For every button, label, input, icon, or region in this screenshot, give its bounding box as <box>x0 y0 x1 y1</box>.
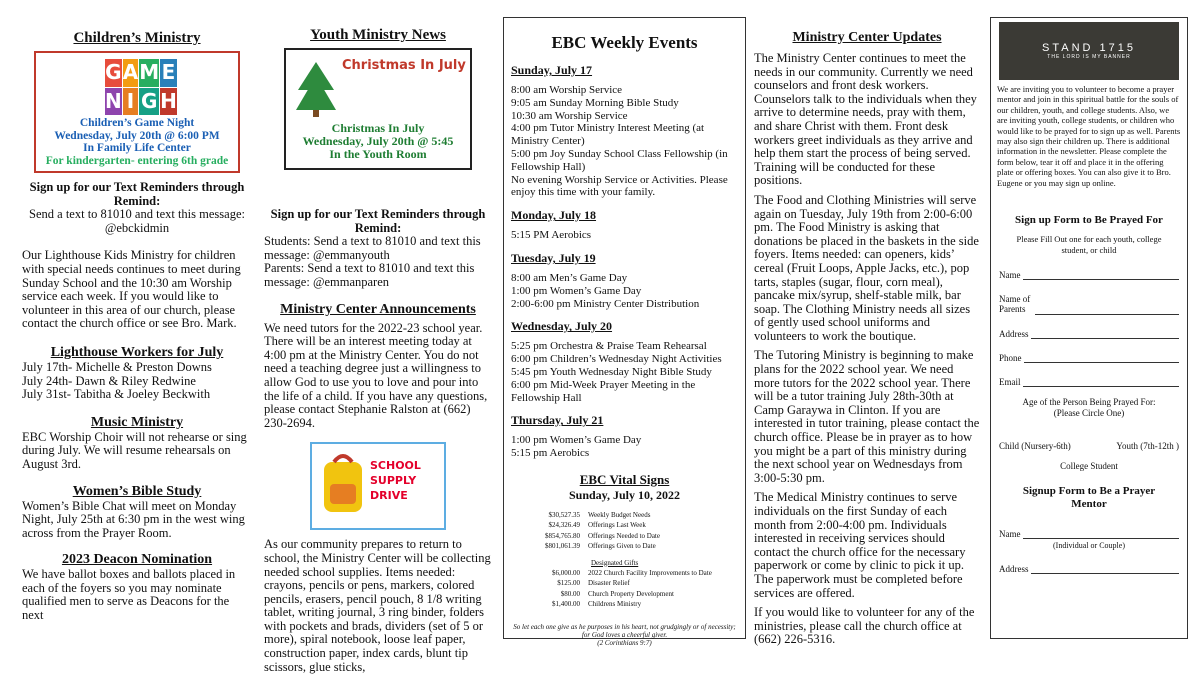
vital-table <box>525 509 665 553</box>
event-item: No evening Worship Service or Activities. Please enjoy this time with your family. <box>511 173 728 199</box>
vital-amount: $30,527.35 <box>548 510 580 519</box>
vital-label: Weekly Budget Needs <box>588 510 651 519</box>
youth-signup-parents: Parents: Send a text to 81010 and text this message: @emmanparen <box>264 261 475 289</box>
mc-para: The Tutoring Ministry is beginning to make plans for the 2022 school year. We need more tutors for the 2022 school year. There will be a tutor training July 28th-30th at Camp Garaywa in Clinton. If you are interested in tutor training, please contact the church office. Please be in prayer as to how you might be a part of this ministry during the next school year on Wednesdays from 3:00-5:30 pm. <box>754 348 980 485</box>
supply-logo-text: SCHOOL SUPPLY DRIVE <box>370 459 421 503</box>
event-item: 1:00 pm Women’s Game Day <box>511 284 642 297</box>
field-label: Name <box>999 270 1021 281</box>
vital-title: EBC Vital Signs <box>579 471 670 487</box>
mentor-field-name[interactable] <box>999 529 1179 539</box>
vital-row <box>527 542 663 550</box>
youth-signup-title: Sign up for our Text Reminders through Remind: <box>270 207 486 235</box>
mc-para: The Ministry Center continues to meet the needs in our community. Currently we need counselors and front desk workers. Counselors talk to the individuals when they arrive to determine needs, pray with them, and share Christ with them. Front desk workers greet individuals as they arrive and help them start the process of being served. Training will be conducted for these positions. <box>754 51 977 188</box>
game-night-line: For kindergarten- entering 6th grade <box>45 154 229 167</box>
logo-letter: A <box>123 59 138 87</box>
vital-row <box>527 511 663 519</box>
women-title: Women’s Bible Study <box>72 483 202 499</box>
youth-signup-students: Students: Send a text to 81010 and text this message: @emmanyouth <box>264 234 481 262</box>
event-item: 1:00 pm Women’s Game Day <box>511 434 642 447</box>
signup-text: Send a text to 81010 and text this message: @ebckidmin <box>29 207 245 235</box>
field-label: Name of Parents <box>999 294 1031 315</box>
vital-row <box>527 590 715 598</box>
worker-line: July 17th- Michelle & Preston Downs <box>22 359 212 374</box>
field-label: Address <box>999 329 1029 340</box>
stand-1715-logo <box>999 22 1179 80</box>
vital-label: Offerings Needed to Date <box>588 531 660 540</box>
backpack-icon <box>318 454 368 516</box>
form1-title: Sign up Form to Be Prayed For <box>1015 214 1163 227</box>
event-item: 10:30 am Worship Service <box>511 109 628 122</box>
vital-row <box>527 532 663 540</box>
youth-title: Youth Ministry News <box>310 27 446 43</box>
vital-row <box>527 521 663 529</box>
game-night-logo <box>105 59 177 115</box>
logo-main: STAND 1715 <box>1042 42 1136 54</box>
music-title: Music Ministry <box>90 414 184 430</box>
designated-label: Designated Gifts <box>591 558 639 567</box>
event-day-heading: Wednesday, July 20 <box>511 319 613 334</box>
vital-amount: $801,061.39 <box>545 542 580 551</box>
column-childrens-ministry <box>22 0 252 628</box>
worker-line: July 24th- Dawn & Riley Redwine <box>22 373 196 388</box>
vital-label: Offerings Last Week <box>588 521 646 530</box>
field-parents[interactable] <box>999 294 1179 315</box>
age-options <box>999 441 1179 451</box>
field-email[interactable] <box>999 377 1179 387</box>
event-item: 5:15 pm Aerobics <box>511 447 590 460</box>
vital-amount: $80.00 <box>560 589 580 598</box>
ministry-center-title: Ministry Center Updates <box>792 30 942 45</box>
vital-amount: $24,326.49 <box>548 521 580 530</box>
event-item: 8:00 am Men’s Game Day <box>511 271 628 284</box>
vital-label: Childrens Ministry <box>588 600 642 609</box>
workers-title: Lighthouse Workers for July <box>50 344 224 360</box>
age-option-college[interactable]: College Student <box>1060 461 1118 472</box>
cij-line: In the Youth Room <box>329 147 427 161</box>
event-item: 2:00-6:00 pm Ministry Center Distribution <box>511 297 700 310</box>
supply-text: As our community prepares to return to school, the Ministry Center will be collecting needed school supplies. Items needed: crayons, pencils or pens, markers, colored pencils, erasers, pencil pouch, 8 1/8 writing tablet, writing journal, 3 ring binder, folders with pockets and brads, dividers (set of 5 or more), spiral notebook, loose leaf paper, construction paper, index cards, blunt tip scissors, glue sticks, <box>264 537 491 674</box>
signup-title: Sign up for our Text Reminders through Remind: <box>29 180 245 208</box>
field-label: Phone <box>999 353 1022 364</box>
logo-letter: I <box>123 88 138 116</box>
event-item: 5:15 PM Aerobics <box>511 229 592 242</box>
cij-line: Christmas In July <box>331 121 425 135</box>
prayer-intro: We are inviting you to volunteer to become a prayer mentor and join in this spiritual battle for the souls of our children, youth, and college students. Also, we are inviting youth, college students, or children who would like to be prayed for to sign up as well. Parents may also sign their children up. There is additional information in the newsletter. Please complete the form below, tear it off and place it in the offering plate or offering boxes. You can also give it to Bro. Eugene or you may sign up online. <box>997 84 1181 188</box>
age-label: Age of the Person Being Prayed For: (Please Circle One) <box>1022 397 1156 419</box>
vital-row <box>527 579 715 587</box>
christmas-tree-icon <box>296 60 336 118</box>
logo-letter: E <box>160 59 177 87</box>
form1-fields <box>999 270 1179 387</box>
vital-label: 2022 Church Facility Improvements to Date <box>588 568 712 577</box>
mc-para: The Medical Ministry continues to serve individuals on the first Sunday of each month from 2:00-4:00 pm. Individuals interested in receiving services should contact the church office for the necessary paperwork or come by clinic to pick it up. The paperwork must be completed before services are offered. <box>754 490 966 600</box>
designated-table <box>525 567 717 611</box>
event-item: 6:00 pm Children’s Wednesday Night Activities <box>511 353 722 366</box>
field-address[interactable] <box>999 329 1179 339</box>
vital-amount: $854,765.80 <box>545 531 580 540</box>
cij-line: Wednesday, July 20th @ 5:45 <box>302 134 454 148</box>
age-option-child[interactable]: Child (Nursery-6th) <box>999 441 1071 452</box>
vital-amount: $6,000.00 <box>552 568 580 577</box>
column-prayer-signup <box>990 17 1188 639</box>
weekly-events-title: EBC Weekly Events <box>551 33 698 52</box>
event-item: 4:00 pm Tutor Ministry Interest Meeting (at Ministry Center) <box>511 122 705 148</box>
game-night-flyer <box>34 51 240 173</box>
event-day-heading: Monday, July 18 <box>511 208 597 223</box>
event-item: 9:05 am Sunday Morning Bible Study <box>511 96 679 109</box>
mc-para: If you would like to volunteer for any of the ministries, please call the church office at (662) 226-5316. <box>754 605 975 647</box>
event-item: 5:25 pm Orchestra & Praise Team Rehearsal <box>511 340 707 353</box>
game-night-line: Wednesday, July 20th @ 6:00 PM <box>54 129 220 142</box>
vital-row <box>527 600 715 608</box>
game-night-line: In Family Life Center <box>83 142 191 154</box>
field-label: Email <box>999 377 1021 388</box>
verse-ref: (2 Corinthians 9:7) <box>597 639 652 648</box>
event-item: 6:00 pm Mid-Week Prayer Meeting in the Fellowship Hall <box>511 378 696 404</box>
announce-text: We need tutors for the 2022-23 school year. There will be an interest meeting today at 4:00 pm at the Ministry Center. You do not need a teaching degree just a willingness to allow God to use you to love and pour into the life of a child. If you have any questions, please contact Stephanie Ralston at (662) 230-2694. <box>264 320 488 430</box>
column-youth-ministry <box>264 0 492 674</box>
mentor-field-address[interactable] <box>999 564 1179 574</box>
form1-sub: Please Fill Out one for each youth, college student, or child <box>1016 234 1162 256</box>
event-item: 5:00 pm Joy Sunday School Class Fellowship (in Fellowship Hall) <box>511 147 728 173</box>
logo-letter: N <box>105 88 122 116</box>
deacon-title: 2023 Deacon Nomination <box>61 552 213 568</box>
column-weekly-events <box>503 17 746 648</box>
field-phone[interactable] <box>999 353 1179 363</box>
event-item: 5:45 pm Youth Wednesday Night Bible Study <box>511 365 712 378</box>
age-option-youth[interactable]: Youth (7th-12th ) <box>1116 441 1179 452</box>
worker-line: July 31st- Tabitha & Joeley Beckwith <box>22 387 211 402</box>
vital-label: Church Property Development <box>588 589 674 598</box>
vital-label: Disaster Relief <box>588 579 630 588</box>
field-label: Address <box>999 564 1029 575</box>
form2-title: Signup Form to Be a Prayer Mentor <box>1022 485 1156 511</box>
logo-letter: G <box>139 88 159 116</box>
logo-sub: THE LORD IS MY BANNER <box>1047 54 1131 60</box>
game-night-details <box>36 117 238 167</box>
field-name[interactable] <box>999 270 1179 280</box>
name-hint: (Individual or Couple) <box>1053 541 1125 551</box>
event-day-heading: Tuesday, July 19 <box>511 250 596 265</box>
verse: So let each one give as he purposes in his heart, not grudgingly or of necessity; for God loves a cheerful giver. <box>513 622 736 639</box>
cij-logo-text: Christmas In July <box>342 58 466 73</box>
women-text: Women’s Bible Chat will meet on Monday Night, July 25th at 6:30 pm in the west wing across from the Prayer Room. <box>22 498 245 540</box>
vital-date: Sunday, July 10, 2022 <box>568 487 681 502</box>
vital-amount: $1,400.00 <box>552 600 580 609</box>
deacon-text: We have ballot boxes and ballots placed in each of the foyers so you may nominate qualified men to serve as Deacons for the next <box>22 567 236 623</box>
announce-title: Ministry Center Announcements <box>280 301 476 317</box>
event-day-heading: Sunday, July 17 <box>511 63 593 77</box>
childrens-ministry-title: Children’s Ministry <box>73 30 201 46</box>
music-text: EBC Worship Choir will not rehearse or sing during July. We will resume rehearsals on August 3rd. <box>22 429 247 471</box>
logo-letter: H <box>160 88 177 116</box>
logo-letter: M <box>139 59 159 87</box>
mc-para: The Food and Clothing Ministries will serve again on Tuesday, July 19th from 2:00-6:00 pm. The Food Ministry is asking that donations be placed in the baskets in the side foyers. Items needed: can openers, kids’ cereal (Fruit Loops, Apple Jacks, etc.), pop tarts, staples (sugar, flour, corn meal), pancake mix/syrup, shelf-stable milk, bar soap. The Clothing Ministry needs all sizes of gently used school uniforms and volunteers to work the boutique. <box>754 192 979 343</box>
game-night-line: Children’s Game Night <box>79 117 195 129</box>
form2-fields <box>999 529 1179 574</box>
vital-row <box>527 569 715 577</box>
vital-label: Offerings Given to Date <box>588 542 656 551</box>
field-label: Name <box>999 529 1021 540</box>
lighthouse-text: Our Lighthouse Kids Ministry for children with special needs continues to meet during Sunday School and the 10:30 am Worship service each week. If you would like to volunteer in this area of our church, please contact the church office or see Bro. Mark. <box>22 248 241 331</box>
cij-details <box>286 122 470 161</box>
vital-amount: $125.00 <box>557 579 580 588</box>
christmas-in-july-flyer <box>284 48 472 170</box>
event-item: 8:00 am Worship Service <box>511 84 623 96</box>
events-list <box>511 63 738 460</box>
event-day-heading: Thursday, July 21 <box>511 413 604 428</box>
logo-letter: G <box>105 59 122 87</box>
column-ministry-center <box>754 0 980 647</box>
school-supply-flyer <box>310 442 446 530</box>
